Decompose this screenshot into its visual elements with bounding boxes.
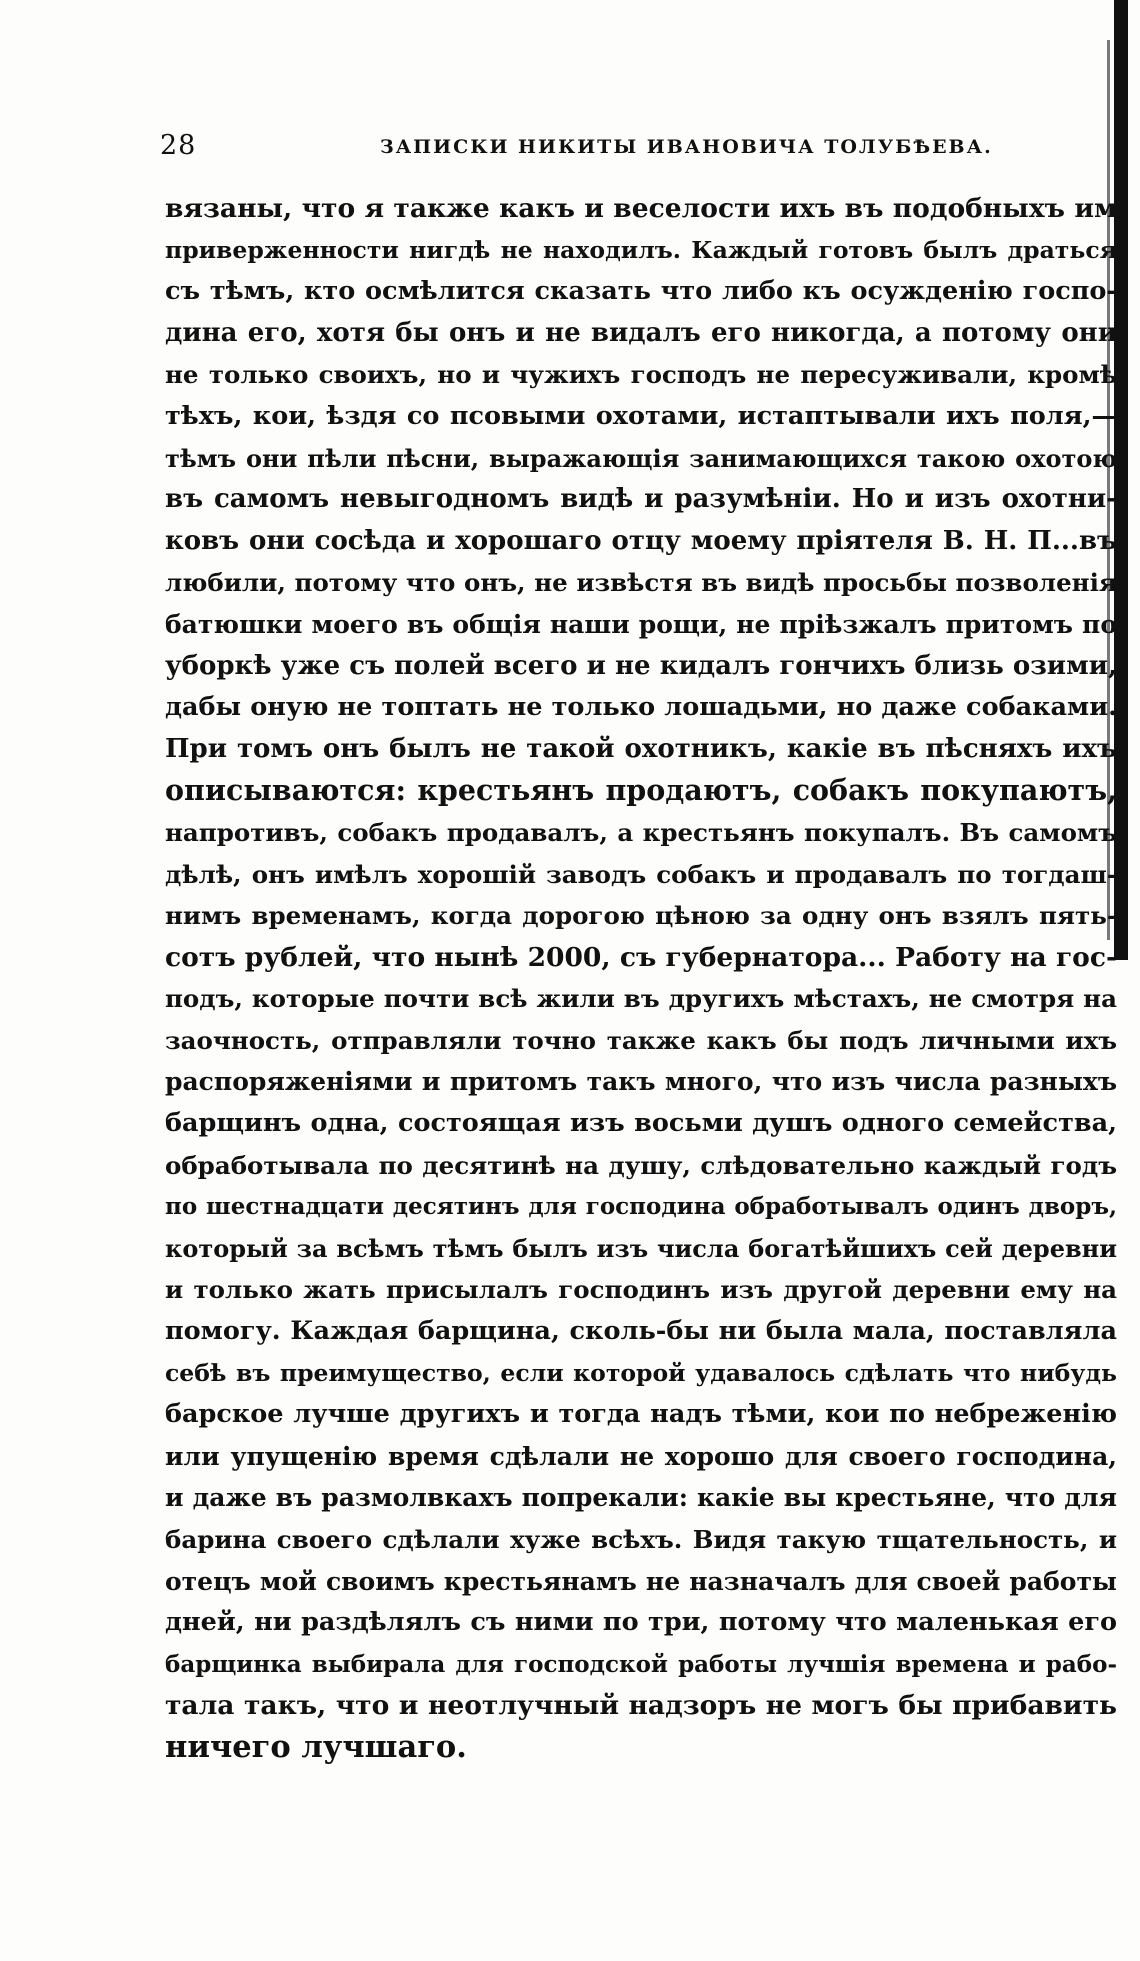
- text-line: помогу. Каждая барщина, сколь-бы ни была мала, поставляла: [165, 1316, 1117, 1347]
- text-line: барщинка выбирала для господской работы лучшія времена и рабо-: [165, 1650, 1117, 1678]
- text-line: который за всѣмъ тѣмъ былъ изъ числа богатѣйшихъ сей деревни: [165, 1233, 1117, 1263]
- text-line: приверженности нигдѣ не находилъ. Каждый готовъ былъ драться: [165, 235, 1117, 264]
- text-line: отецъ мой своимъ крестьянамъ не назначалъ для своей работы: [165, 1566, 1117, 1596]
- text-line: барское лучше другихъ и тогда надъ тѣми, кои по небреженію: [165, 1399, 1117, 1430]
- body-text: [165, 188, 1117, 1769]
- text-line: описываются: крестьянъ продаютъ, собакъ покупаютъ,: [165, 773, 1117, 808]
- text-line: обработывала по десятинѣ на душу, слѣдовательно каждый годъ: [165, 1150, 1117, 1180]
- text-line: и только жать присылалъ господинъ изъ другой деревни ему на: [165, 1275, 1117, 1305]
- text-line: дѣлѣ, онъ имѣлъ хорошій заводъ собакъ и продавалъ по тогдаш-: [165, 859, 1117, 889]
- text-line: распоряженіями и притомъ такъ много, что изъ числа разныхъ: [165, 1067, 1117, 1097]
- text-line: барина своего сдѣлали хуже всѣхъ. Видя такую тщательность, и: [165, 1525, 1117, 1554]
- text-line: уборкѣ уже съ полей всего и не кидалъ гончихъ близь озими,: [165, 650, 1117, 681]
- text-line: съ тѣмъ, кто осмѣлится сказать что либо къ осужденію госпо-: [165, 276, 1117, 307]
- text-line: ковъ они сосѣда и хорошаго отцу моему пріятеля В. Н. П...въ: [165, 525, 1117, 556]
- text-line: и даже въ размолвкахъ попрекали: какіе вы крестьяне, что для: [165, 1483, 1117, 1513]
- text-line: заочность, отправляли точно также какъ бы подъ личными ихъ: [165, 1025, 1117, 1055]
- text-line: или упущенію время сдѣлали не хорошо для своего господина,: [165, 1441, 1117, 1471]
- text-line: дней, ни раздѣлялъ съ ними по три, потому что маленькая его: [165, 1607, 1117, 1638]
- page-number: 28: [160, 130, 197, 161]
- text-line: въ самомъ невыгодномъ видѣ и разумѣніи. Но и изъ охотни-: [165, 484, 1117, 515]
- running-title: ЗАПИСКИ НИКИТЫ ИВАНОВИЧА ТОЛУБѢЕВА.: [380, 136, 993, 158]
- text-line: напротивъ, собакъ продавалъ, а крестьянъ покупалъ. Въ самомъ: [165, 817, 1117, 847]
- text-line: подъ, которые почти всѣ жили въ другихъ мѣстахъ, не смотря на: [165, 984, 1117, 1014]
- text-line: себѣ въ преимущество, если которой удавалось сдѣлать что нибудь: [165, 1358, 1117, 1387]
- text-line: не только своихъ, но и чужихъ господъ не пересуживали, кромѣ: [165, 360, 1117, 390]
- text-line: ничего лучшаго.: [165, 1728, 467, 1765]
- text-line: по шестнадцати десятинъ для господина обработывалъ одинъ дворъ,: [165, 1193, 1117, 1221]
- text-line: тѣхъ, кои, ѣздя со псовыми охотами, истаптывали ихъ поля,—: [165, 400, 1117, 431]
- text-line: дина его, хотя бы онъ и не видалъ его никогда, а потому они: [165, 317, 1117, 348]
- page-header: [160, 130, 1030, 170]
- text-line: барщинъ одна, состоящая изъ восьми душъ одного семейства,: [165, 1108, 1117, 1139]
- text-line: дабы оную не топтать не только лошадьми, но даже собаками.: [165, 692, 1117, 723]
- text-line: любили, потому что онъ, не извѣстя въ видѣ просьбы позволенія: [165, 568, 1117, 598]
- text-line: нимъ временамъ, когда дорогою цѣною за одну онъ взялъ пять-: [165, 901, 1117, 931]
- text-line: тала такъ, что и неотлучный надзоръ не могъ бы прибавить: [165, 1690, 1117, 1722]
- text-line: сотъ рублей, что нынѣ 2000, съ губернатора... Работу на гос-: [165, 941, 1117, 973]
- text-line: тѣмъ они пѣли пѣсни, выражающія занимающихся такою охотою: [165, 443, 1117, 473]
- text-line: При томъ онъ былъ не такой охотникъ, какіе въ пѣсняхъ ихъ: [165, 733, 1117, 764]
- text-line: вязаны, что я также какъ и веселости ихъ въ подобныхъ им: [165, 193, 1117, 224]
- text-line: батюшки моего въ общія наши рощи, не пріѣзжалъ притомъ по: [165, 609, 1117, 639]
